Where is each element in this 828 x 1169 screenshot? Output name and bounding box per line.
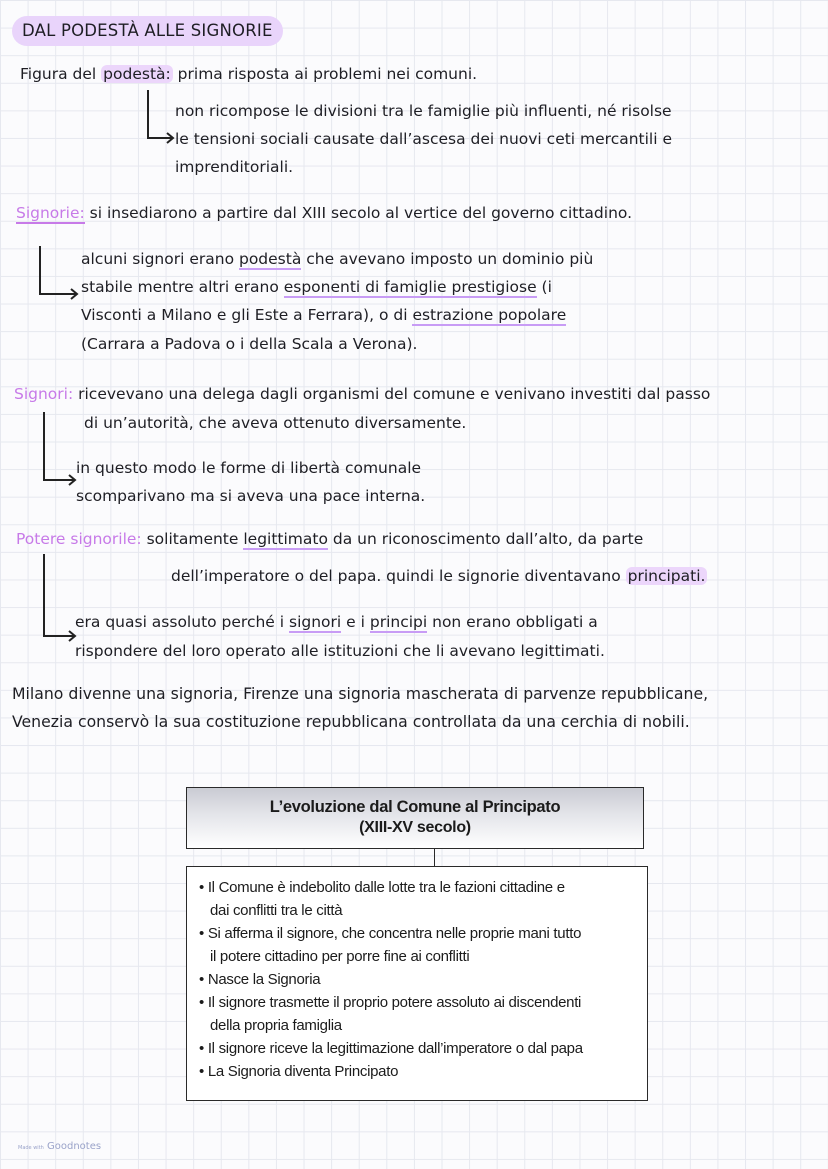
list-item: della propria famiglia: [210, 1017, 342, 1034]
s1-sub-2: le tensioni sociali causate dall’ascesa dei nuovi ceti mercantili e: [175, 130, 673, 148]
arrow-icon: [38, 552, 80, 644]
term-signorie: Signorie:: [16, 204, 85, 222]
s5-line-2: Venezia conservò la sua costituzione repubblicana controllata da una cerchia di nobili.: [12, 712, 690, 731]
s4-sub-2: rispondere del loro operato alle istituzioni che li avevano legittimati.: [75, 642, 605, 660]
term-potere-signorile: Potere signorile:: [16, 530, 142, 548]
goodnotes-watermark: Made with Goodnotes: [18, 1141, 102, 1152]
s1-sub-3: imprenditoriali.: [175, 158, 294, 176]
evolution-box-list: [186, 866, 648, 1101]
list-item: • Si afferma il signore, che concentra nelle proprie mani tutto: [199, 925, 582, 942]
s1-sub-1: non ricompose le divisioni tra le famiglie più influenti, né risolse: [175, 102, 672, 120]
s3-heading-line: Signori: ricevevano una delega dagli organismi del comune e venivano investiti dal passo: [14, 385, 711, 403]
evolution-box-header: [186, 787, 644, 849]
term-signori: Signori:: [14, 385, 74, 403]
s2-line-1: alcuni signori erano podestà che avevano imposto un dominio più: [81, 250, 594, 268]
s3-line-2: di un’autorità, che aveva ottenuto diversamente.: [84, 414, 467, 432]
list-item: • Il signore riceve la legittimazione dall’imperatore o dal papa: [199, 1040, 583, 1057]
s3-sub-2: scomparivano ma si aveva una pace interna.: [76, 487, 426, 505]
box-connector-line: [434, 849, 435, 866]
list-item: dai conflitti tra le città: [210, 902, 343, 919]
arrow-icon: [38, 410, 80, 488]
evolution-box-subtitle: (XIII-XV secolo): [359, 819, 471, 836]
s2-line-4: (Carrara a Padova o i della Scala a Verona).: [81, 335, 418, 353]
s4-line-2: dell’imperatore o del papa. quindi le signorie diventavano principati.: [171, 567, 706, 585]
s5-line-1: Milano divenne una signoria, Firenze una signoria mascherata di parvenze repubblicane,: [12, 684, 709, 703]
page-title: DAL PODESTÀ ALLE SIGNORIE: [12, 16, 283, 46]
list-item: • Nasce la Signoria: [199, 971, 321, 988]
arrow-icon: [34, 244, 82, 306]
s4-sub-1: era quasi assoluto perché i signori e i principi non erano obbligati a: [75, 613, 598, 631]
s1-heading-line: Figura del podestà: prima risposta ai problemi nei comuni.: [20, 65, 478, 83]
list-item: • La Signoria diventa Principato: [199, 1063, 399, 1080]
evolution-box-title: L’evoluzione dal Comune al Principato: [269, 798, 561, 816]
list-item: il potere cittadino per porre fine ai conflitti: [210, 948, 470, 965]
list-item: • Il signore trasmette il proprio potere assoluto ai discendenti: [199, 994, 582, 1011]
arrow-icon: [142, 88, 176, 146]
s2-heading-line: Signorie: si insediarono a partire dal XIII secolo al vertice del governo cittadino.: [16, 204, 633, 222]
term-podesta: podestà:: [103, 65, 171, 83]
s4-heading-line: Potere signorile: solitamente legittimato da un riconoscimento dall’alto, da parte: [16, 530, 644, 548]
s3-sub-1: in questo modo le forme di libertà comunale: [76, 459, 422, 477]
s2-line-3: Visconti a Milano e gli Este a Ferrara), o di estrazione popolare: [81, 306, 567, 324]
s2-line-2: stabile mentre altri erano esponenti di famiglie prestigiose (i: [81, 278, 552, 296]
list-item: • Il Comune è indebolito dalle lotte tra le fazioni cittadine e: [199, 879, 565, 896]
